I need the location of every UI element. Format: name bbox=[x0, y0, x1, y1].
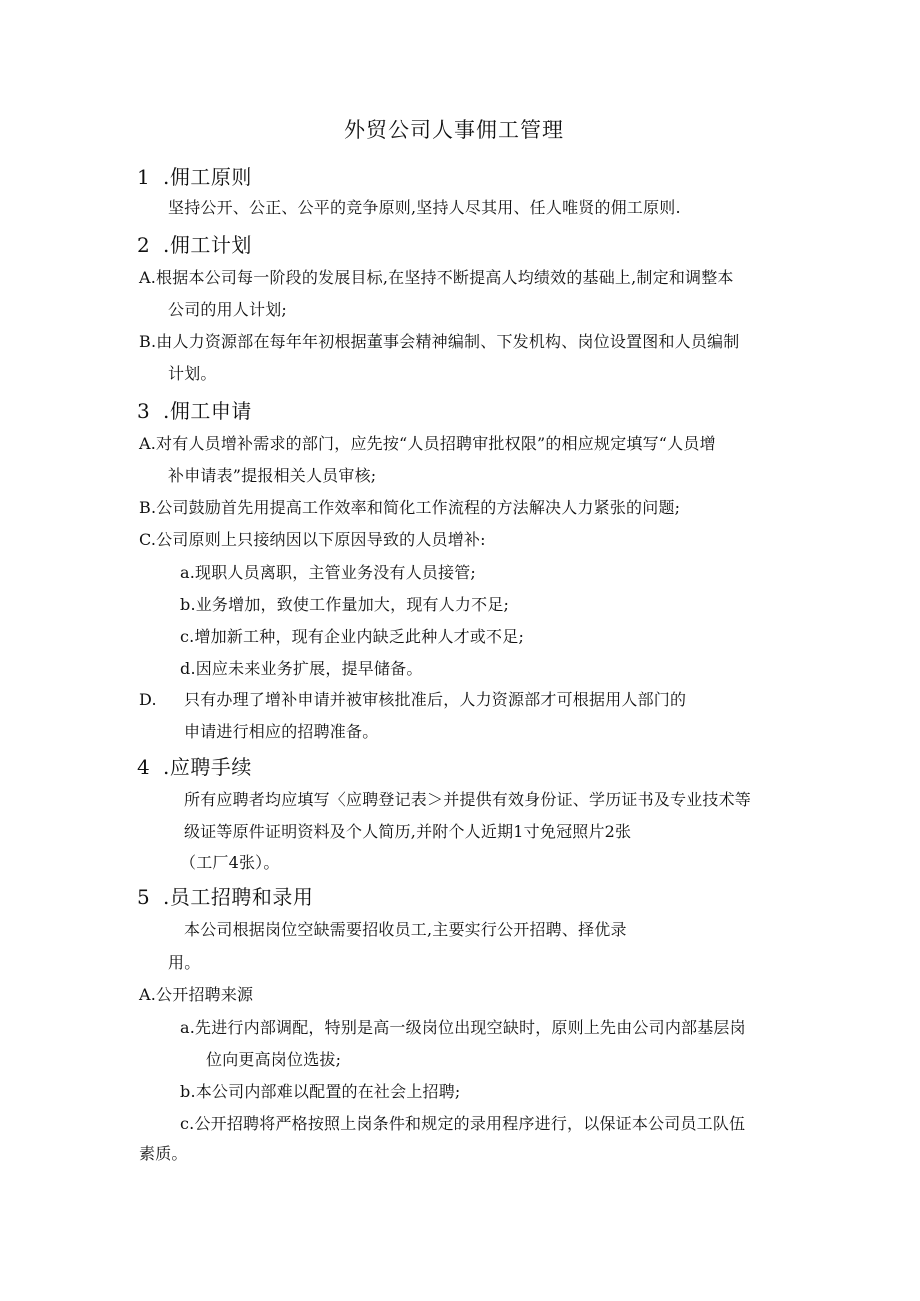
list-item: c.增加新工种，现有企业内缺乏此种人才或不足; bbox=[180, 627, 525, 646]
section-heading-2 bbox=[137, 232, 252, 258]
section-title: .佣工原则 bbox=[163, 165, 252, 189]
paragraph-line: 只有办理了增补申请并被审核批准后，人力资源部才可根据用人部门的 bbox=[184, 690, 687, 709]
paragraph-line: B.由人力资源部在每年年初根据董事会精神编制、下发机构、岗位设置图和人员编制 bbox=[139, 332, 740, 351]
paragraph-line: 公司的用人计划; bbox=[168, 300, 287, 319]
list-item: c.公开招聘将严格按照上岗条件和规定的录用程序进行，以保证本公司员工队伍 bbox=[180, 1114, 746, 1133]
paragraph-line: B.公司鼓励首先用提高工作效率和简化工作流程的方法解决人力紧张的问题; bbox=[139, 498, 681, 517]
list-item-continuation: 位向更高岗位选拔; bbox=[206, 1050, 342, 1069]
paragraph-line: 补申请表”提报相关人员审核; bbox=[168, 466, 377, 485]
list-item: b.业务增加，致使工作量加大，现有人力不足; bbox=[180, 595, 510, 614]
list-item: a.现职人员离职，主管业务没有人员接管; bbox=[180, 563, 477, 582]
section-title: .员工招聘和录用 bbox=[163, 885, 314, 909]
section-heading-4 bbox=[137, 754, 252, 780]
list-item: a.先进行内部调配，特别是高一级岗位出现空缺时，原则上先由公司内部基层岗 bbox=[180, 1018, 746, 1037]
section-heading-5 bbox=[137, 884, 313, 910]
section-number: 1 bbox=[137, 165, 151, 189]
paragraph-line: A.根据本公司每一阶段的发展目标,在坚持不断提高人均绩效的基础上,制定和调整本 bbox=[139, 268, 734, 287]
list-item: b.本公司内部难以配置的在社会上招聘; bbox=[180, 1082, 461, 1101]
section-heading-3 bbox=[137, 398, 252, 424]
document-title: 外贸公司人事佣工管理 bbox=[344, 118, 564, 142]
section-number: 2 bbox=[137, 233, 151, 257]
paragraph-line: 申请进行相应的招聘准备。 bbox=[184, 722, 379, 741]
paragraph-line: （工厂4张）。 bbox=[180, 853, 280, 872]
list-item: d.因应未来业务扩展，提早储备。 bbox=[180, 659, 423, 678]
paragraph-line: 所有应聘者均应填写〈应聘登记表＞并提供有效身份证、学历证书及专业技术等 bbox=[184, 790, 752, 809]
section-title: .应聘手续 bbox=[163, 755, 252, 779]
paragraph-line: 本公司根据岗位空缺需要招收员工,主要实行公开招聘、择优录 bbox=[184, 920, 627, 939]
paragraph-line: 计划。 bbox=[168, 364, 217, 383]
paragraph-line: 级证等原件证明资料及个人简历,并附个人近期1寸免冠照片2张 bbox=[184, 822, 632, 841]
section-title: .佣工计划 bbox=[163, 233, 252, 257]
paragraph-line: A.对有人员增补需求的部门，应先按“人员招聘审批权限”的相应规定填写“人员增 bbox=[139, 434, 716, 453]
section-heading-1 bbox=[137, 164, 252, 190]
paragraph-line: 用。 bbox=[168, 953, 201, 972]
section-title: .佣工申请 bbox=[163, 399, 252, 423]
paragraph-line: C.公司原则上只接纳因以下原因导致的人员增补: bbox=[139, 530, 486, 549]
paragraph-line: 坚持公开、公正、公平的竞争原则,坚持人尽其用、任人唯贤的佣工原则. bbox=[168, 198, 681, 217]
section-number: 4 bbox=[137, 755, 151, 779]
list-label: D. bbox=[139, 690, 157, 709]
section-number: 5 bbox=[137, 885, 151, 909]
paragraph-line: A.公开招聘来源 bbox=[139, 985, 254, 1004]
list-item-continuation: 素质。 bbox=[139, 1144, 188, 1163]
section-number: 3 bbox=[137, 399, 151, 423]
